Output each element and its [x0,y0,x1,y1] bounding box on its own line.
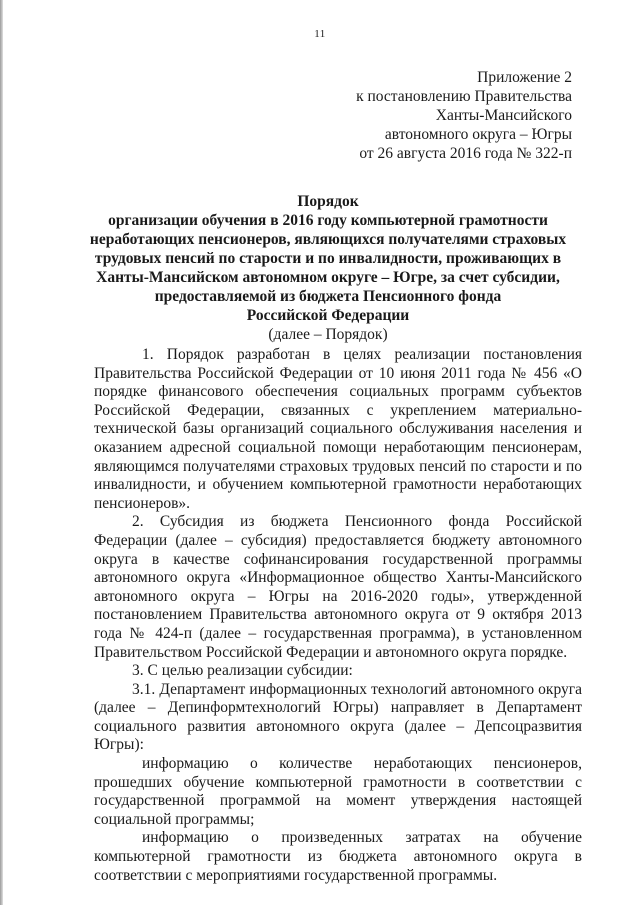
paragraph-3-1: 3.1. Департамент информационных технологий автономного округа (далее – Депинформтехнологий Югры) направляет в Департамент социального развития автономного округа (далее – Депсоцразвития Югры): [94,680,582,754]
paragraph-1: 1. Порядок разработан в целях реализации постановления Правительства Российской Федерации от 10 июня 2011 года № 456 «О порядке финансового обеспечения социальных программ субъектов Российской Федерации, связанных с укреплением материально-технической базы организаций социального обслуживания населения и оказанием адресной социальной помощи неработающим пенсионерам, являющимся получателями страховых трудовых пенсий по старости и по инвалидности, и обучением компьютерной грамотности неработающих пенсионеров». [94,346,582,512]
appendix-block [356,68,572,163]
appendix-line-5: от 26 августа 2016 года № 322-п [359,145,572,162]
title-line-4: Ханты-Мансийском автономном округе – Югре, за счет субсидии, [96,269,560,286]
document-title [78,192,578,344]
paragraph-3-1-a: информацию о количестве неработающих пенсионеров, прошедших обучение компьютерной грамотности в соответствии с государственной программой на момент утверждения настоящей социальной программы; [94,755,582,828]
title-line-1: организации обучения в 2016 году компьютерной грамотности [108,212,548,229]
appendix-line-4: автономного округа – Югры [384,126,572,143]
appendix-line-3: Ханты-Мансийского [435,107,572,124]
scan-left-edge [0,0,3,905]
page-number: 11 [314,28,326,40]
appendix-line-2: к постановлению Правительства [356,88,572,105]
title-line-5: предоставляемой из бюджета Пенсионного фонда [154,288,502,305]
paragraph-2: 2. Субсидия из бюджета Пенсионного фонда Российской Федерации (далее – субсидия) предоставляется бюджету автономного округа в качестве софинансирования государственной программы автономного округа «Информационное общество Ханты-Мансийского автономного округа – Югры на 2016-2020 годы», утвержденной постановлением Правительства автономного округа от 9 октября 2013 года № 424-п (далее – государственная программа), в установленном Правительством Российской Федерации и автономного округа порядке. [94,513,582,661]
appendix-line-1: Приложение 2 [477,69,572,86]
title-line-6: Российской Федерации [246,307,410,324]
title-line-2: неработающих пенсионеров, являющихся получателями страховых [89,231,567,248]
document-body [94,346,582,885]
title-heading: Порядок [297,193,359,210]
title-line-3: трудовых пенсий по старости и по инвалидности, проживающих в [94,250,562,267]
title-short-name: (далее – Порядок) [268,326,388,343]
paragraph-3: 3. С целью реализации субсидии: [132,662,353,680]
paragraph-3-1-b: информацию о произведенных затратах на обучение компьютерной грамотности из бюджета автономного округа в соответствии с мероприятиями государственной программы. [94,829,582,884]
